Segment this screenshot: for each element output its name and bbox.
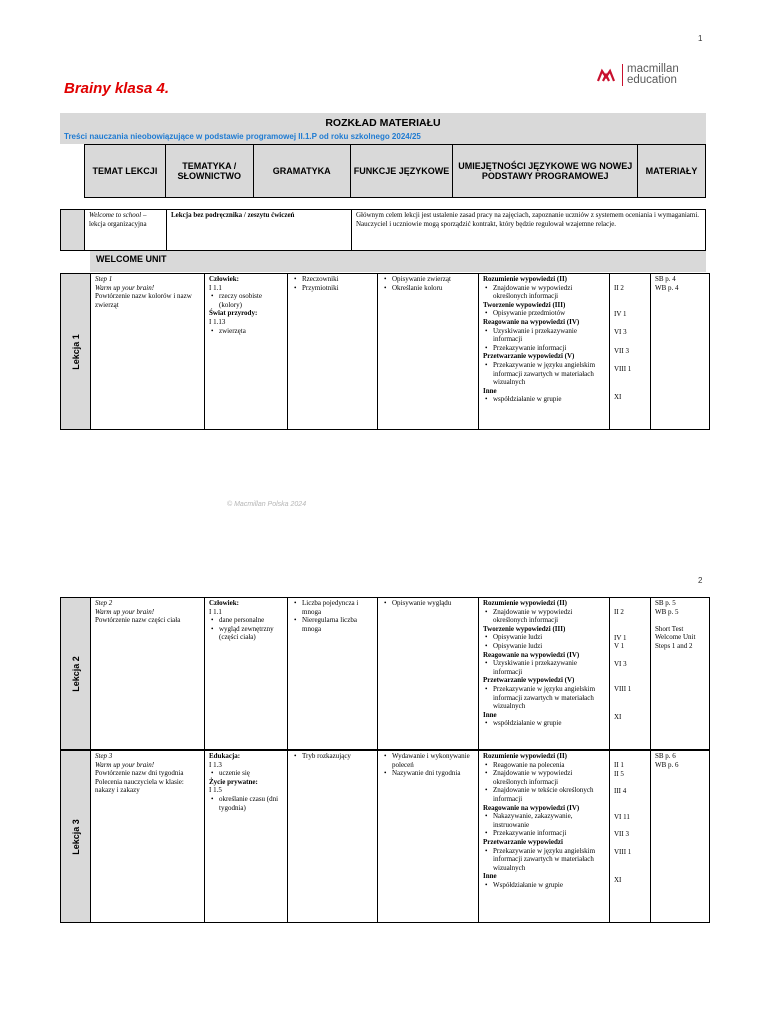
- bullet-list: [483, 284, 605, 301]
- bullet-list: [209, 292, 283, 309]
- copyright-footer: © Macmillan Polska 2024: [227, 501, 307, 508]
- intro-row: [60, 209, 706, 251]
- material-item: SB p. 6: [655, 752, 676, 760]
- bullet-item: • Znajdowanie w tekście określonych informacji: [483, 786, 605, 803]
- section-heading: Rozumienie wypowiedzi (II): [483, 275, 567, 283]
- lesson-topic-cell: [91, 751, 205, 923]
- bullet-list: [483, 659, 605, 676]
- schedule-subheading: Treści nauczania nieobowiązujące w podstawie programowej II.1.P od roku szkolnego 2024/25: [64, 132, 421, 141]
- col-header-skills: UMIEJĘTNOŚCI JĘZYKOWE WG NOWEJ PODSTAWY PROGRAMOWEJ: [453, 145, 638, 198]
- lesson-label-cell: [61, 751, 91, 923]
- grammar-item: • Rzeczowniki: [292, 275, 373, 284]
- skills-cell: [479, 598, 610, 750]
- col-header-materials: MATERIAŁY: [638, 145, 706, 198]
- bullet-list: [382, 752, 474, 778]
- lesson-step: Step 3: [95, 752, 113, 760]
- function-item: • Opisywanie zwierząt: [382, 275, 474, 284]
- curriculum-code: I 1.13: [209, 317, 226, 326]
- lesson-warmup: Warm up your brain!: [95, 283, 155, 292]
- bullet-item: • Przekazywanie w języku angielskim informacji zawartych w materiałach wizualnych: [483, 847, 605, 873]
- intro-topic-italic: Welcome to school –: [89, 211, 147, 219]
- grammar-item: • Liczba pojedyncza i mnoga: [292, 599, 373, 616]
- skill-code: II 2: [614, 608, 624, 616]
- bullet-list: [209, 327, 283, 336]
- col-header-vocab: TEMATYKA / SŁOWNICTWO: [165, 145, 253, 198]
- skill-code: XI: [614, 392, 622, 401]
- bullet-item: • Znajdowanie w wypowiedzi określonych informacji: [483, 769, 605, 786]
- materials-cell: [651, 598, 710, 750]
- functions-cell: [378, 598, 479, 750]
- logo-line2: education: [627, 74, 677, 86]
- bullet-item: • Przekazywanie w języku angielskim informacji zawartych w materiałach wizualnych: [483, 685, 605, 711]
- column-header-table: [84, 144, 706, 198]
- section-heading: Inne: [483, 386, 497, 395]
- section-heading: Przetwarzanie wypowiedzi (V): [483, 676, 575, 685]
- bullet-list: [483, 812, 605, 838]
- bullet-item: • współdziałanie w grupie: [483, 719, 605, 728]
- skill-code: IV 1: [614, 309, 627, 318]
- lesson-row: [60, 273, 710, 430]
- lesson-table: [60, 597, 710, 750]
- skill-code: VI 3: [614, 659, 627, 668]
- section-heading: Człowiek:: [209, 275, 239, 283]
- section-heading: Człowiek:: [209, 599, 239, 607]
- bullet-item: • rzeczy osobiste (kolory): [209, 292, 283, 309]
- skill-code: II 5: [614, 769, 624, 778]
- materials-cell: [651, 274, 710, 430]
- schedule-heading: ROZKŁAD MATERIAŁU: [325, 117, 441, 129]
- bullet-item: • określanie czasu (dni tygodnia): [209, 795, 283, 812]
- bullet-item: • zwierzęta: [209, 327, 283, 336]
- bullet-item: • współdziałanie w grupie: [483, 395, 605, 404]
- lesson-label-cell: [61, 274, 91, 430]
- skill-code: VIII 1: [614, 685, 632, 694]
- functions-cell: [378, 751, 479, 923]
- material-item: WB p. 4: [655, 283, 679, 292]
- bullet-list: [483, 761, 605, 804]
- bullet-list: [483, 361, 605, 387]
- bullet-item: • Znajdowanie w wypowiedzi określonych informacji: [483, 284, 605, 301]
- skill-code: III 4: [614, 787, 627, 796]
- grammar-cell: [288, 274, 378, 430]
- section-heading: Tworzenie wypowiedzi (III): [483, 300, 566, 309]
- lesson-warmup: Warm up your brain!: [95, 760, 155, 769]
- vocab-cell: [205, 274, 288, 430]
- document-title: Brainy klasa 4.: [64, 80, 170, 97]
- bullet-item: • Nakazywanie, zakazywanie, instruowanie: [483, 812, 605, 829]
- intro-topic: lekcja organizacyjna: [89, 219, 147, 228]
- skill-code: VIII 1: [614, 365, 632, 374]
- lesson-topic-cell: [91, 598, 205, 750]
- skill-code: VII 3: [614, 830, 629, 839]
- grammar-cell: [288, 598, 378, 750]
- bullet-item: • Przekazywanie informacji: [483, 829, 605, 838]
- welcome-unit-band: WELCOME UNIT: [90, 251, 706, 272]
- function-item: • Wydawanie i wykonywanie poleceń: [382, 752, 474, 769]
- material-item: WB p. 6: [655, 760, 679, 769]
- intro-label-cell: [61, 210, 85, 251]
- lesson-label: Lekcja 3: [70, 818, 81, 855]
- skill-code: VIII 1: [614, 847, 632, 856]
- skill-codes-cell: [610, 598, 651, 750]
- grammar-item: • Nieregularna liczba mnoga: [292, 616, 373, 633]
- macmillan-logo-icon: [597, 68, 619, 82]
- bullet-item: • Reagowanie na polecenia: [483, 761, 605, 770]
- curriculum-code: I 1.1: [209, 607, 222, 616]
- skill-code: II 1: [614, 761, 624, 769]
- page-number: 2: [698, 576, 703, 585]
- vocab-cell: [205, 751, 288, 923]
- materials-cell: [651, 751, 710, 923]
- grammar-item: • Przymiotniki: [292, 284, 373, 293]
- section-heading: Tworzenie wypowiedzi (III): [483, 624, 566, 633]
- material-item: WB p. 5: [655, 607, 679, 616]
- lesson-row: [60, 597, 710, 750]
- lesson-warmup: Warm up your brain!: [95, 607, 155, 616]
- bullet-item: • wygląd zewnętrzny (części ciała): [209, 625, 283, 642]
- material-item: [655, 616, 705, 625]
- page-number: 1: [698, 34, 703, 43]
- bullet-list: [483, 633, 605, 650]
- header-band: [60, 113, 706, 144]
- bullet-list: [483, 719, 605, 728]
- bullet-list: [292, 275, 373, 292]
- bullet-item: • Uzyskiwanie i przekazywanie informacji: [483, 327, 605, 344]
- section-heading: Świat przyrody:: [209, 309, 258, 318]
- bullet-item: • Znajdowanie w wypowiedzi określonych informacji: [483, 608, 605, 625]
- bullet-item: • Współdziałanie w grupie: [483, 881, 605, 890]
- bullet-item: • uczenie się: [209, 769, 283, 778]
- skill-code: XI: [614, 875, 622, 884]
- section-heading: Edukacja:: [209, 752, 241, 760]
- bullet-list: [483, 395, 605, 404]
- lesson-topic-cell: [91, 274, 205, 430]
- section-heading: Reagowanie na wypowiedzi (IV): [483, 803, 580, 812]
- bullet-list: [209, 769, 283, 778]
- bullet-item: • Przekazywanie w języku angielskim informacji zawartych w materiałach wizualnych: [483, 361, 605, 387]
- bullet-list: [292, 752, 373, 761]
- section-heading: Reagowanie na wypowiedzi (IV): [483, 317, 580, 326]
- skill-code: IV 1: [614, 633, 627, 642]
- bullet-list: [483, 309, 605, 318]
- lesson-topic: Powtórzenie nazw części ciała: [95, 616, 181, 625]
- intro-description: Głównym celem lekcji jest ustalenie zasad pracy na zajęciach, zapoznanie uczniów z systemem oceniania i wymaganiami. Nauczyciel i uczniowie mogą sporządzić kontrakt, który będzie regulował wzajemne relacje.: [352, 210, 706, 251]
- lesson-table: [60, 273, 710, 430]
- col-header-functions: FUNKCJE JĘZYKOWE: [350, 145, 453, 198]
- section-heading: Życie prywatne:: [209, 777, 258, 786]
- logo-line1: macmillan: [627, 63, 679, 75]
- curriculum-code: I 1.1: [209, 283, 222, 292]
- skill-codes-cell: [610, 274, 651, 430]
- bullet-list: [292, 599, 373, 633]
- material-item: Short Test Welcome Unit Steps 1 and 2: [655, 624, 696, 650]
- bullet-list: [209, 616, 283, 642]
- function-item: • Nazywanie dni tygodnia: [382, 769, 474, 778]
- skill-code: II 2: [614, 284, 624, 292]
- lesson-step: Step 1: [95, 275, 113, 283]
- bullet-list: [483, 881, 605, 890]
- skill-codes-cell: [610, 751, 651, 923]
- lesson-topic: Powtórzenie nazw dni tygodnia Polecenia nauczyciela w klasie: nakazy i zakazy: [95, 769, 184, 795]
- grammar-cell: [288, 751, 378, 923]
- skill-code: V 1: [614, 642, 625, 651]
- section-heading: Przetwarzanie wypowiedzi: [483, 837, 563, 846]
- curriculum-code: I 1.5: [209, 786, 222, 795]
- bullet-list: [483, 608, 605, 625]
- section-heading: Rozumienie wypowiedzi (II): [483, 752, 567, 760]
- lesson-topic: Powtórzenie nazw kolorów i nazw zwierząt: [95, 292, 192, 309]
- bullet-list: [382, 599, 474, 608]
- material-item: SB p. 5: [655, 599, 676, 607]
- lesson-label: Lekcja 2: [70, 655, 81, 692]
- section-heading: Przetwarzanie wypowiedzi (V): [483, 352, 575, 361]
- skills-cell: [479, 751, 610, 923]
- curriculum-code: I 1.3: [209, 760, 222, 769]
- bullet-list: [483, 847, 605, 873]
- lesson-table: [60, 750, 710, 923]
- bullet-item: • Opisywanie ludzi: [483, 642, 605, 651]
- section-heading: Inne: [483, 710, 497, 719]
- section-heading: Reagowanie na wypowiedzi (IV): [483, 650, 580, 659]
- bullet-list: [382, 275, 474, 292]
- skill-code: XI: [614, 712, 622, 721]
- grammar-item: • Tryb rozkazujący: [292, 752, 373, 761]
- vocab-cell: [205, 598, 288, 750]
- bullet-list: [483, 327, 605, 353]
- skill-code: VI 11: [614, 812, 630, 821]
- bullet-item: • Opisywanie przedmiotów: [483, 309, 605, 318]
- bullet-item: • Opisywanie ludzi: [483, 633, 605, 642]
- bullet-list: [483, 685, 605, 711]
- function-item: • Opisywanie wyglądu: [382, 599, 474, 608]
- skill-code: VII 3: [614, 346, 629, 355]
- section-heading: Rozumienie wypowiedzi (II): [483, 599, 567, 607]
- bullet-item: • Uzyskiwanie i przekazywanie informacji: [483, 659, 605, 676]
- col-header-topic: TEMAT LEKCJI: [85, 145, 166, 198]
- macmillan-logo: [597, 64, 679, 86]
- lesson-row: [60, 750, 710, 923]
- functions-cell: [378, 274, 479, 430]
- skills-cell: [479, 274, 610, 430]
- bullet-item: • dane personalne: [209, 616, 283, 625]
- bullet-list: [209, 795, 283, 812]
- lesson-label: Lekcja 1: [70, 333, 81, 370]
- skill-code: VI 3: [614, 328, 627, 337]
- col-header-grammar: GRAMATYKA: [253, 145, 350, 198]
- material-item: SB p. 4: [655, 275, 676, 283]
- lesson-label-cell: [61, 598, 91, 750]
- section-heading: Inne: [483, 872, 497, 881]
- function-item: • Określanie koloru: [382, 284, 474, 293]
- lesson-step: Step 2: [95, 599, 113, 607]
- intro-middle: Lekcja bez podręcznika / zeszytu ćwiczeń: [167, 210, 352, 251]
- bullet-item: • Przekazywanie informacji: [483, 344, 605, 353]
